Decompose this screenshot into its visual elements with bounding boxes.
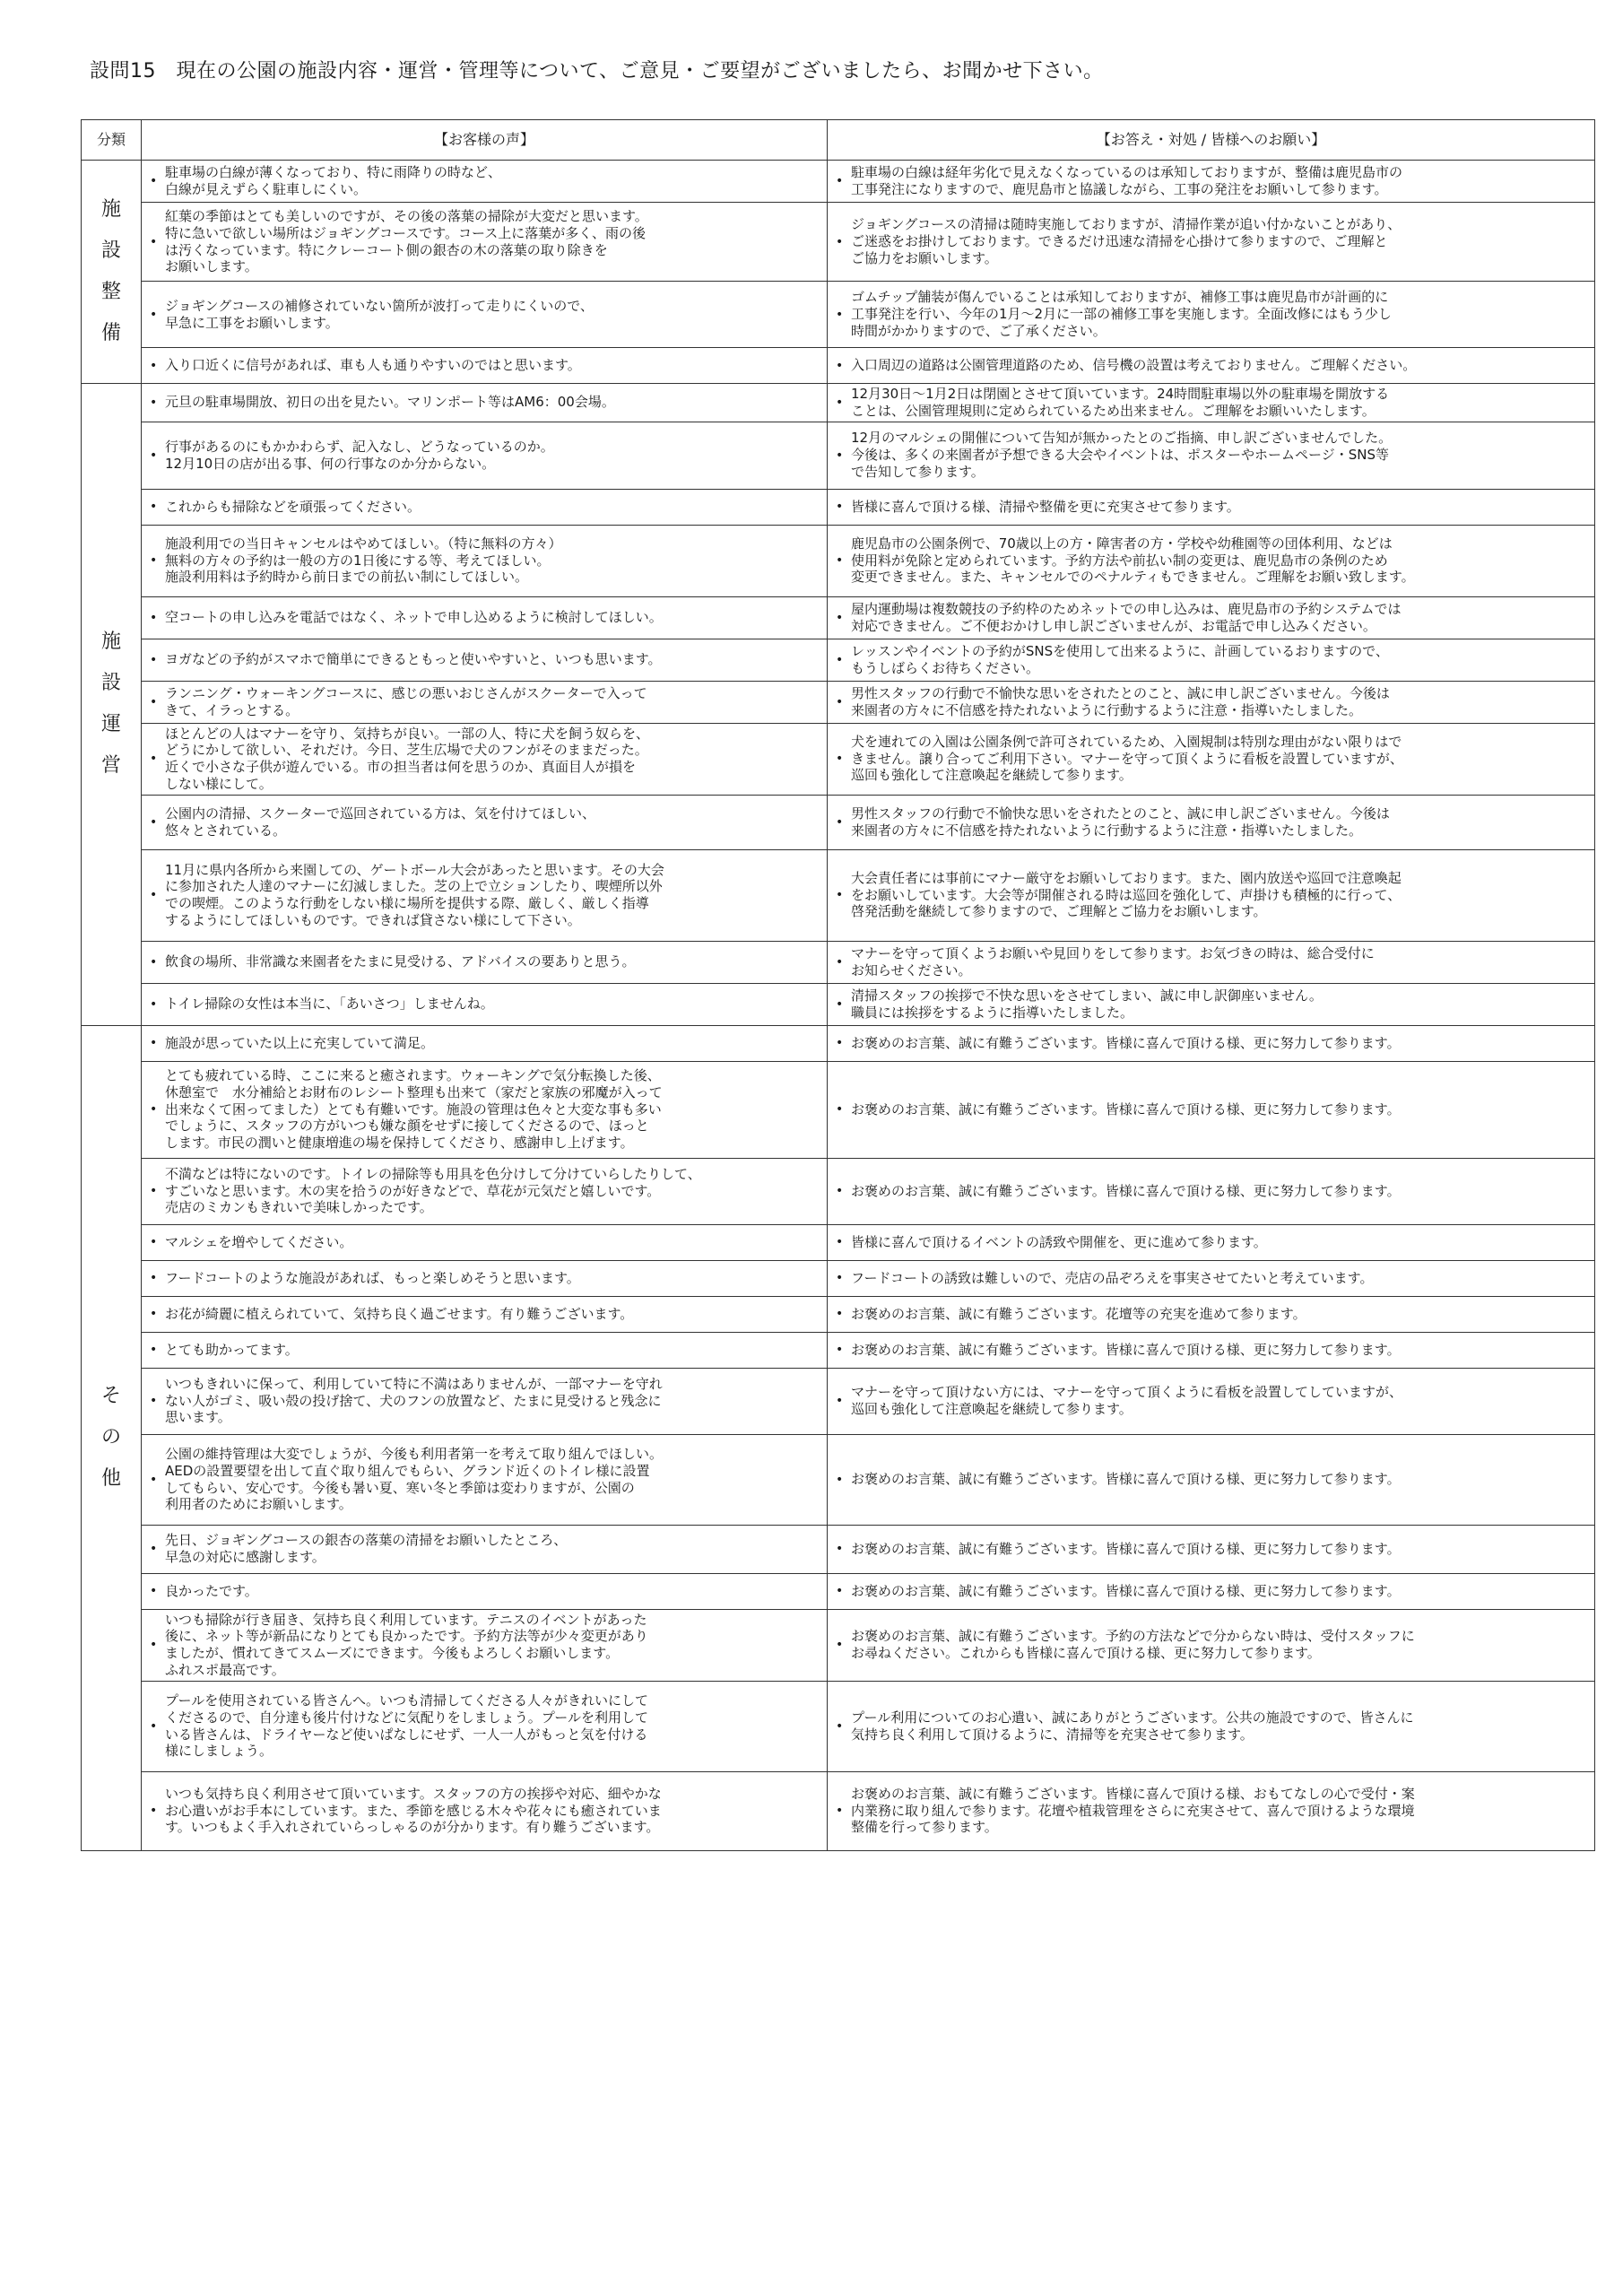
table-row [82, 203, 1595, 282]
header-answer: 【お答え・対処 / 皆様へのお願い】 [828, 120, 1595, 161]
answer-text: • 12月30日～1月2日は閉園とさせて頂いています。24時間駐車場以外の駐車場を開放する ことは、公園管理規則に定められているため出来ません。ご理解をお願いいたします。 [851, 386, 1390, 419]
customer-voice-text: • マルシェを増やしてください。 [165, 1233, 353, 1250]
table-row [82, 1368, 1595, 1434]
answer-cell [828, 1061, 1595, 1158]
answer-text: • お褒めのお言葉、誠に有難うございます。皆様に喜んで頂ける様、おもてなしの心で受付・案 内業務に取り組んで参ります。花壇や植栽管理をさらに充実させて、喜んで頂けるような環境 整備を行って参ります。 [851, 1785, 1415, 1836]
answer-cell [828, 1681, 1595, 1771]
customer-voice-text: • 11月に県内各所から来園しての、ゲートボール大会があったと思います。その大会 に参加された人達のマナーに幻滅しました。芝の上で立ションしたり、喫煙所以外 での喫煙。このような行動をしない様に場所を提供する際、厳しく、厳しく指導 するようにしてほしいものです。できれば貸さない様にして下さい。 [165, 861, 664, 928]
answer-text: • お褒めのお言葉、誠に有難うございます。皆様に喜んで頂ける様、更に努力して参ります。 [851, 1341, 1401, 1358]
customer-voice-cell [142, 681, 828, 723]
customer-voice-text: • 紅葉の季節はとても美しいのですが、その後の落葉の掃除が大変だと思います。 特に急いで欲しい場所はジョギングコースです。コース上に落葉が多く、雨の後 は汚くなっています。特にクレーコート側の銀杏の木の落葉の取り除きを お願いします。 [165, 208, 648, 275]
category-cell [82, 384, 142, 1026]
customer-voice-text: • ヨガなどの予約がスマホで簡単にできるともっと使いやすいと、いつも思います。 [165, 651, 662, 668]
customer-voice-cell [142, 596, 828, 639]
answer-cell [828, 1025, 1595, 1061]
answer-text: • お褒めのお言葉、誠に有難うございます。皆様に喜んで頂ける様、更に努力して参ります。 [851, 1182, 1401, 1199]
answer-text: • フードコートの誘致は難しいので、売店の品ぞろえを事実させてたいと考えています。 [851, 1269, 1374, 1286]
customer-voice-cell [142, 1434, 828, 1525]
table-row [82, 422, 1595, 489]
customer-voice-cell [142, 1158, 828, 1224]
customer-voice-text: • 不満などは特にないのです。トイレの掃除等も用具を色分けして分けていらしたりして、 すごいなと思います。木の実を拾うのが好きなどで、草花が元気だと嬉しいです。 売店のミカンもきれいで美味しかったです。 [165, 1165, 701, 1216]
customer-voice-cell [142, 849, 828, 941]
answer-text: • 男性スタッフの行動で不愉快な思いをされたとのこと、誠に申し訳ございません。今後は 来園者の方々に不信感を持たれないように行動するように注意・指導いたしました。 [851, 804, 1390, 839]
answer-text: • マナーを守って頂くようお願いや見回りをして参ります。お気づきの時は、総合受付に お知らせください。 [851, 944, 1375, 978]
answer-cell [828, 639, 1595, 681]
answer-cell [828, 1525, 1595, 1573]
survey-table [81, 119, 1595, 1851]
customer-voice-text: • いつも掃除が行き届き、気持ち良く利用しています。テニスのイベントがあった 後に、ネット等が新品になりとても良かったです。予約方法等が少々変更があり ましたが、慣れてきてスムーズにできます。今後もよろしくお願いします。 ふれスポ最高です。 [165, 1611, 648, 1678]
answer-text: • 大会責任者には事前にマナー厳守をお願いしております。また、園内放送や巡回で注意喚起 をお願いしています。大会等が開催される時は巡回を強化して、声掛けも積極的に行って、 啓発活動を継続して参りますので、ご理解とご協力をお願いします。 [851, 869, 1402, 920]
category-label: 施設運営 [100, 630, 121, 778]
table-row [82, 681, 1595, 723]
customer-voice-cell [142, 1025, 828, 1061]
customer-voice-cell [142, 203, 828, 282]
customer-voice-text: • 公園内の清掃、スクーターで巡回されている方は、気を付けてほしい、 悠々とされている。 [165, 804, 596, 839]
answer-text: • お褒めのお言葉、誠に有難うございます。予約の方法などで分からない時は、受付スタッフに お尋ねください。これからも皆様に喜んで頂ける様、更に努力して参ります。 [851, 1628, 1415, 1661]
customer-voice-text: • トイレ掃除の女性は本当に、「あいさつ」しませんね。 [165, 996, 494, 1013]
category-label: その他 [100, 1384, 121, 1491]
customer-voice-cell [142, 282, 828, 348]
customer-voice-cell [142, 1609, 828, 1681]
table-row [82, 282, 1595, 348]
table-row [82, 384, 1595, 422]
customer-voice-text: • 飲食の場所、非常識な来園者をたまに見受ける、アドバイスの要ありと思う。 [165, 953, 636, 970]
customer-voice-text: • 空コートの申し込みを電話ではなく、ネットで申し込めるように検討してほしい。 [165, 609, 663, 626]
customer-voice-cell [142, 1368, 828, 1434]
header-row [82, 120, 1595, 161]
table-row [82, 1681, 1595, 1771]
customer-voice-cell [142, 1771, 828, 1850]
answer-text: • お褒めのお言葉、誠に有難うございます。皆様に喜んで頂ける様、更に努力して参ります。 [851, 1540, 1401, 1557]
header-voice: 【お客様の声】 [142, 120, 828, 161]
answer-cell [828, 983, 1595, 1025]
customer-voice-cell [142, 422, 828, 489]
customer-voice-cell [142, 1681, 828, 1771]
customer-voice-text: • とても助かってます。 [165, 1341, 299, 1358]
customer-voice-text: • 駐車場の白線が薄くなっており、特に雨降りの時など、 白線が見えずらく駐車しにくい。 [165, 164, 502, 197]
answer-text: • 皆様に喜んで頂けるイベントの誘致や開催を、更に進めて参ります。 [851, 1233, 1267, 1250]
customer-voice-cell [142, 639, 828, 681]
answer-cell [828, 723, 1595, 795]
answer-cell [828, 422, 1595, 489]
table-row [82, 1296, 1595, 1332]
table-row [82, 849, 1595, 941]
table-row [82, 348, 1595, 384]
answer-cell [828, 1609, 1595, 1681]
table-row [82, 1525, 1595, 1573]
answer-cell [828, 282, 1595, 348]
answer-cell [828, 1296, 1595, 1332]
answer-cell [828, 795, 1595, 849]
answer-text: • 男性スタッフの行動で不愉快な思いをされたとのこと、誠に申し訳ございません。今後は 来園者の方々に不信感を持たれないように行動するように注意・指導いたしました。 [851, 684, 1390, 718]
customer-voice-cell [142, 1525, 828, 1573]
table-row [82, 1260, 1595, 1296]
table-row [82, 596, 1595, 639]
answer-cell [828, 348, 1595, 384]
category-cell [82, 161, 142, 384]
table-row [82, 1158, 1595, 1224]
answer-text: • 入口周辺の道路は公園管理道路のため、信号機の設置は考えておりません。ご理解ください。 [851, 357, 1417, 374]
answer-cell [828, 489, 1595, 525]
customer-voice-cell [142, 941, 828, 983]
answer-cell [828, 1434, 1595, 1525]
customer-voice-cell [142, 1260, 828, 1296]
table-row [82, 639, 1595, 681]
category-cell [82, 1025, 142, 1850]
answer-cell [828, 1573, 1595, 1609]
answer-cell [828, 384, 1595, 422]
answer-text: • 駐車場の白線は経年劣化で見えなくなっているのは承知しておりますが、整備は鹿児島市の 工事発注になりますので、鹿児島市と協議しながら、工事の発注をお願いして参ります。 [851, 164, 1403, 197]
header-category: 分類 [82, 120, 142, 161]
answer-cell [828, 1224, 1595, 1260]
page-title: 設問15 現在の公園の施設内容・運営・管理等について、ご意見・ご要望がございましたら、お聞かせ下さい。 [90, 60, 1104, 83]
customer-voice-cell [142, 983, 828, 1025]
table-row [82, 1061, 1595, 1158]
answer-text: • お褒めのお言葉、誠に有難うございます。皆様に喜んで頂ける様、更に努力して参ります。 [851, 1582, 1401, 1599]
answer-cell [828, 1368, 1595, 1434]
customer-voice-text: • これからも掃除などを頑張ってください。 [165, 498, 421, 515]
customer-voice-cell [142, 1296, 828, 1332]
table-row [82, 489, 1595, 525]
customer-voice-text: • 入り口近くに信号があれば、車も人も通りやすいのではと思います。 [165, 357, 581, 374]
table-row [82, 1771, 1595, 1850]
answer-text: • お褒めのお言葉、誠に有難うございます。皆様に喜んで頂ける様、更に努力して参ります。 [851, 1471, 1401, 1488]
answer-cell [828, 203, 1595, 282]
customer-voice-cell [142, 525, 828, 596]
answer-cell [828, 1771, 1595, 1850]
customer-voice-text: • 良かったです。 [165, 1582, 258, 1599]
customer-voice-cell [142, 1573, 828, 1609]
customer-voice-cell [142, 723, 828, 795]
answer-text: • 清掃スタッフの挨拶で不快な思いをさせてしまい、誠に申し訳御座いません。 職員には挨拶をするように指導いたしました。 [851, 987, 1323, 1021]
table-row [82, 723, 1595, 795]
table-body [82, 161, 1595, 1851]
answer-cell [828, 941, 1595, 983]
customer-voice-cell [142, 1061, 828, 1158]
answer-cell [828, 681, 1595, 723]
customer-voice-text: • いつも気持ち良く利用させて頂いています。スタッフの方の挨拶や対応、細やかな お心遣いがお手本にしています。また、季節を感じる木々や花々にも癒されていま す。いつもよく手入れされていらっしゃるのが分かります。有り難うございます。 [165, 1785, 662, 1836]
answer-text: • 屋内運動場は複数競技の予約枠のためネットでの申し込みは、鹿児島市の予約システムでは 対応できません。ご不便おかけし申し訳ございませんが、お電話で申し込みください。 [851, 600, 1402, 634]
table-row [82, 1332, 1595, 1368]
customer-voice-text: • 先日、ジョギングコースの銀杏の落葉の清掃をお願いしたところ、 早急の対応に感謝します。 [165, 1532, 568, 1565]
customer-voice-text: • 元旦の駐車場開放、初日の出を見たい。マリンポート等はAM6：00会場。 [165, 394, 615, 411]
customer-voice-text: • ランニング・ウォーキングコースに、感じの悪いおじさんがスクーターで入って きて、イラっとする。 [165, 684, 647, 718]
answer-cell [828, 596, 1595, 639]
answer-text: • ジョギングコースの清掃は随時実施しておりますが、清掃作業が追い付かないことがあり、 ご迷惑をお掛けしております。できるだけ迅速な清掃を心掛けて参りますので、ご理解と ご協力をお願いします。 [851, 216, 1402, 266]
answer-text: • マナーを守って頂けない方には、マナーを守って頂くように看板を設置してしていますが、 巡回も強化して注意喚起を継続して参ります。 [851, 1384, 1403, 1417]
answer-cell [828, 849, 1595, 941]
customer-voice-text: • いつもきれいに保って、利用していて特に不満はありませんが、一部マナーを守れ ない人がゴミ、吸い殻の投げ捨て、犬のフンの放置など、たまに見受けると残念に 思います。 [165, 1375, 663, 1426]
customer-voice-cell [142, 489, 828, 525]
answer-text: • レッスンやイベントの予約がSNSを使用して出来るように、計画しているおりますので、 もうしばらくお待ちください。 [851, 642, 1389, 676]
customer-voice-text: • とても疲れている時、ここに来ると癒されます。ウォーキングで気分転換した後、 休憩室で 水分補給とお財布のレシート整理も出来て（家だと家族の邪魔が入って 出来なくて困ってました）とても有難いです。施設の管理は色々と大変な事も多い でしょうに、スタッフの方がいつも嫌な顔をせずに接してくださるので、ほっと します。市民の潤いと健康増進の場を保持してくださり、感謝申し上げます。 [165, 1067, 663, 1152]
customer-voice-text: • ほとんどの人はマナーを守り、気持ちが良い。一部の人、特に犬を飼う奴らを、 どうにかして欲しい、それだけ。今日、芝生広場で犬のフンがそのままだった。 近くで小さな子供が遊んでいる。市の担当者は何を思うのか、真面目人が損を しない様にして。 [165, 725, 650, 792]
table-row [82, 1025, 1595, 1061]
customer-voice-text: • ジョギングコースの補修されていない箇所が波打って走りにくいので、 早急に工事をお願いします。 [165, 297, 594, 331]
table-row [82, 795, 1595, 849]
answer-text: • お褒めのお言葉、誠に有難うございます。花壇等の充実を進めて参ります。 [851, 1305, 1306, 1322]
answer-cell [828, 525, 1595, 596]
customer-voice-text: • 行事があるのにもかかわらず、記入なし、どうなっているのか。 12月10日の店が出る事、何の行事なのか分からない。 [165, 438, 554, 472]
table-row [82, 983, 1595, 1025]
customer-voice-cell [142, 795, 828, 849]
customer-voice-cell [142, 1224, 828, 1260]
answer-text: • プール利用についてのお心遣い、誠にありがとうございます。公共の施設ですので、皆さんに 気持ち良く利用して頂けるように、清掃等を充実させて参ります。 [851, 1709, 1414, 1743]
answer-text: • お褒めのお言葉、誠に有難うございます。皆様に喜んで頂ける様、更に努力して参ります。 [851, 1100, 1401, 1118]
answer-text: • お褒めのお言葉、誠に有難うございます。皆様に喜んで頂ける様、更に努力して参ります。 [851, 1034, 1401, 1051]
customer-voice-cell [142, 161, 828, 203]
customer-voice-cell [142, 1332, 828, 1368]
answer-text: • 12月のマルシェの開催について告知が無かったとのご指摘、申し訳ございませんでした。 今後は、多くの来園者が予想できる大会やイベントは、ポスターやホームページ・SNS等 で告知して参ります。 [851, 430, 1393, 480]
answer-cell [828, 1332, 1595, 1368]
customer-voice-text: • 施設利用での当日キャンセルはやめてほしい。（特に無料の方々） 無料の方々の予約は一般の方の1日後にする等、考えてほしい。 施設利用料は予約時から前日までの前払い制にしてほしい。 [165, 535, 562, 586]
customer-voice-text: • 施設が思っていた以上に充実していて満足。 [165, 1034, 435, 1051]
answer-cell [828, 1260, 1595, 1296]
table-row [82, 161, 1595, 203]
category-label: 施設整備 [100, 197, 121, 345]
answer-cell [828, 161, 1595, 203]
customer-voice-text: • 公園の維持管理は大変でしょうが、今後も利用者第一を考えて取り組んでほしい。 AEDの設置要望を出して直ぐ取り組んでもらい、グランド近くのトイレ様に設置 してもらい、安心です。今後も暑い夏、寒い冬と季節は変わりますが、公園の 利用者のためにお願いします。 [165, 1446, 664, 1513]
customer-voice-text: • プールを使用されている皆さんへ。いつも清掃してくださる人々がきれいにして くださるので、自分達も後片付けなどに気配りをしましょう。プールを利用して いる皆さんは、ドライヤーなど使いぱなしにせず、一人一人がもっと気を付ける 様にしましょう。 [165, 1692, 648, 1760]
table-row [82, 1609, 1595, 1681]
customer-voice-text: • お花が綺麗に植えられていて、気持ち良く過ごせます。有り難うございます。 [165, 1305, 634, 1322]
table-row [82, 1224, 1595, 1260]
table-row [82, 941, 1595, 983]
customer-voice-cell [142, 384, 828, 422]
table-row [82, 525, 1595, 596]
answer-text: • ゴムチップ舗装が傷んでいることは承知しておりますが、補修工事は鹿児島市が計画的に 工事発注を行い、今年の1月～2月に一部の補修工事を実施します。全面改修にはもう少し 時間がかかりますので、ご了承ください。 [851, 289, 1392, 339]
answer-cell [828, 1158, 1595, 1224]
table-row [82, 1434, 1595, 1525]
answer-text: • 鹿児島市の公園条例で、70歳以上の方・障害者の方・学校や幼稚園等の団体利用、などは 使用料が免除と定められています。予約方法や前払い制の変更は、鹿児島市の条例のため 変更できません。また、キャンセルでのペナルティもできません。ご理解をお願い致します。 [851, 535, 1415, 586]
customer-voice-cell [142, 348, 828, 384]
table-row [82, 1573, 1595, 1609]
customer-voice-text: • フードコートのような施設があれば、もっと楽しめそうと思います。 [165, 1269, 580, 1286]
answer-text: • 皆様に喜んで頂ける様、清掃や整備を更に充実させて参ります。 [851, 498, 1240, 515]
answer-text: • 犬を連れての入園は公園条例で許可されているため、入園規制は特別な理由がない限りはで きません。譲り合ってご利用下さい。マナーを守って頂くように看板を設置していますが、 巡回も強化して注意喚起を継続して参ります。 [851, 733, 1403, 784]
